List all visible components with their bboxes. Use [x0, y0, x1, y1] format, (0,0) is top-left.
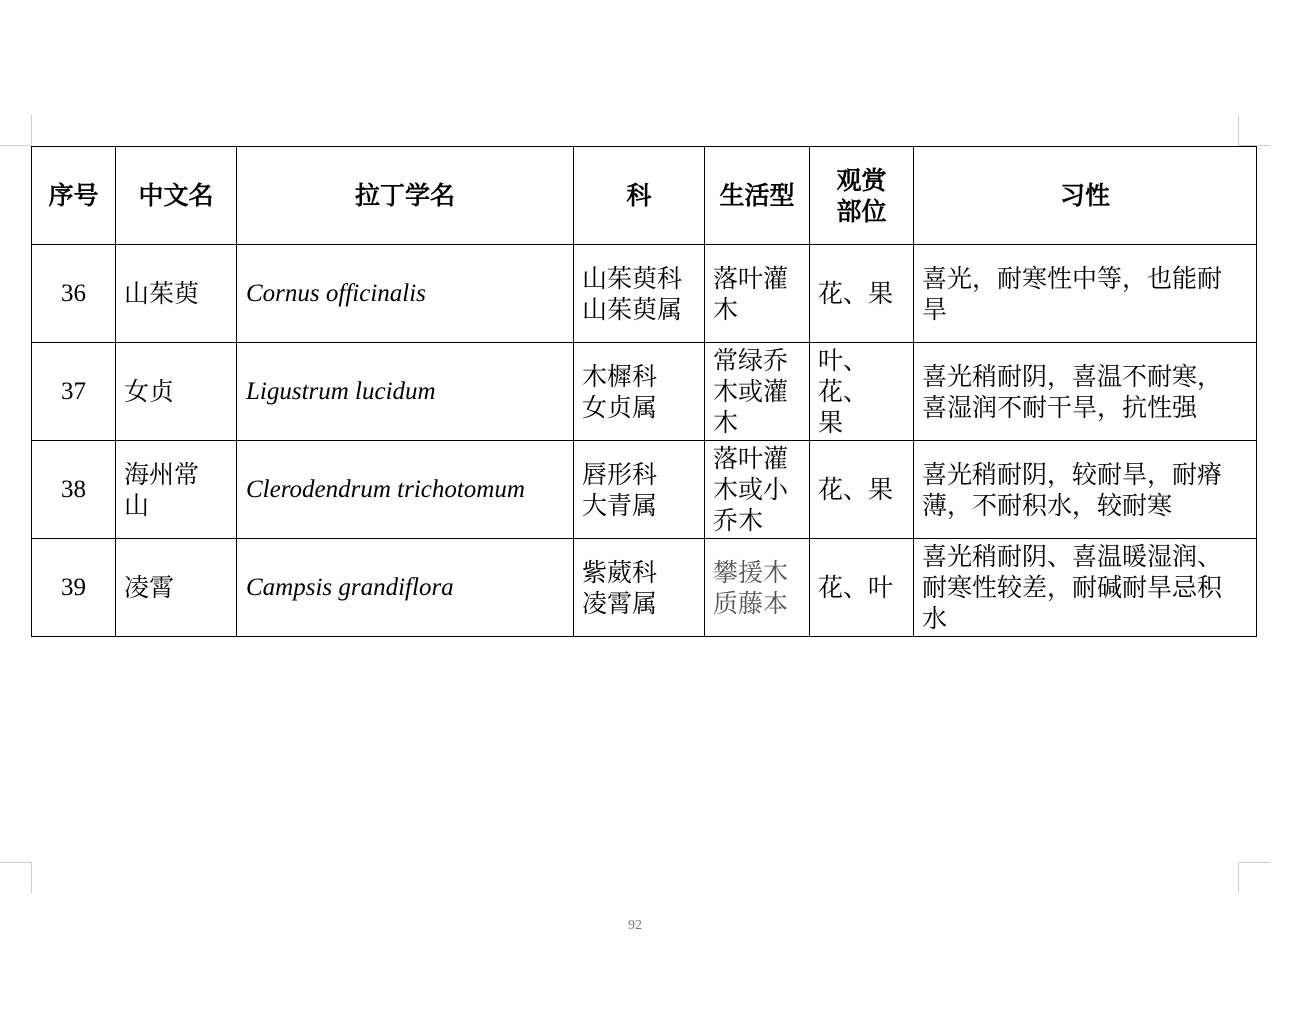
- cell-family: 紫葳科 凌霄属: [574, 539, 705, 637]
- cell-family: 山茱萸科 山茱萸属: [574, 245, 705, 343]
- crop-mark-bottom-left-v: [31, 862, 32, 893]
- cell-life-form: 落叶灌 木或小 乔木: [705, 441, 810, 539]
- cell-chinese-name: 凌霄: [116, 539, 237, 637]
- header-latin-name: 拉丁学名: [237, 147, 574, 245]
- cell-latin-name: Ligustrum lucidum: [237, 343, 574, 441]
- page-number: 92: [628, 918, 642, 933]
- cell-family: 木樨科 女贞属: [574, 343, 705, 441]
- cell-life-form: 攀援木 质藤本: [705, 539, 810, 637]
- cell-habit: 喜光稍耐阴，较耐旱，耐瘠 薄，不耐积水，较耐寒: [914, 441, 1257, 539]
- cell-index: 36: [32, 245, 116, 343]
- crop-mark-top-right-v: [1238, 115, 1239, 146]
- cell-family: 唇形科 大青属: [574, 441, 705, 539]
- header-ornamental-part: 观赏 部位: [810, 147, 914, 245]
- header-habit: 习性: [914, 147, 1257, 245]
- table-row: [32, 343, 1257, 441]
- cell-latin-name: Campsis grandiflora: [237, 539, 574, 637]
- cell-habit: 喜光稍耐阴、喜温暖湿润、 耐寒性较差，耐碱耐旱忌积 水: [914, 539, 1257, 637]
- crop-mark-bottom-right-v: [1238, 862, 1239, 893]
- plant-table: [31, 146, 1257, 637]
- cell-index: 39: [32, 539, 116, 637]
- cell-life-form: 常绿乔 木或灌 木: [705, 343, 810, 441]
- cell-habit: 喜光，耐寒性中等，也能耐 旱: [914, 245, 1257, 343]
- table-row: [32, 245, 1257, 343]
- cell-ornamental-part: 花、叶: [810, 539, 914, 637]
- cell-ornamental-part: 叶、花、 果: [810, 343, 914, 441]
- cell-latin-name: Clerodendrum trichotomum: [237, 441, 574, 539]
- cell-index: 38: [32, 441, 116, 539]
- cell-chinese-name: 海州常 山: [116, 441, 237, 539]
- crop-mark-bottom-right-h: [1238, 862, 1270, 863]
- table-row: [32, 441, 1257, 539]
- header-life-form: 生活型: [705, 147, 810, 245]
- cell-latin-name: Cornus officinalis: [237, 245, 574, 343]
- crop-mark-top-left-h: [0, 145, 31, 146]
- cell-ornamental-part: 花、果: [810, 245, 914, 343]
- crop-mark-top-left-v: [31, 115, 32, 146]
- cell-habit: 喜光稍耐阴，喜温不耐寒， 喜湿润不耐干旱，抗性强: [914, 343, 1257, 441]
- header-chinese-name: 中文名: [116, 147, 237, 245]
- header-family: 科: [574, 147, 705, 245]
- cell-ornamental-part: 花、果: [810, 441, 914, 539]
- crop-mark-bottom-left-h: [0, 862, 31, 863]
- table-row: [32, 539, 1257, 637]
- table-header-row: [32, 147, 1257, 245]
- cell-chinese-name: 山茱萸: [116, 245, 237, 343]
- cell-life-form: 落叶灌 木: [705, 245, 810, 343]
- cell-index: 37: [32, 343, 116, 441]
- cell-chinese-name: 女贞: [116, 343, 237, 441]
- header-index: 序号: [32, 147, 116, 245]
